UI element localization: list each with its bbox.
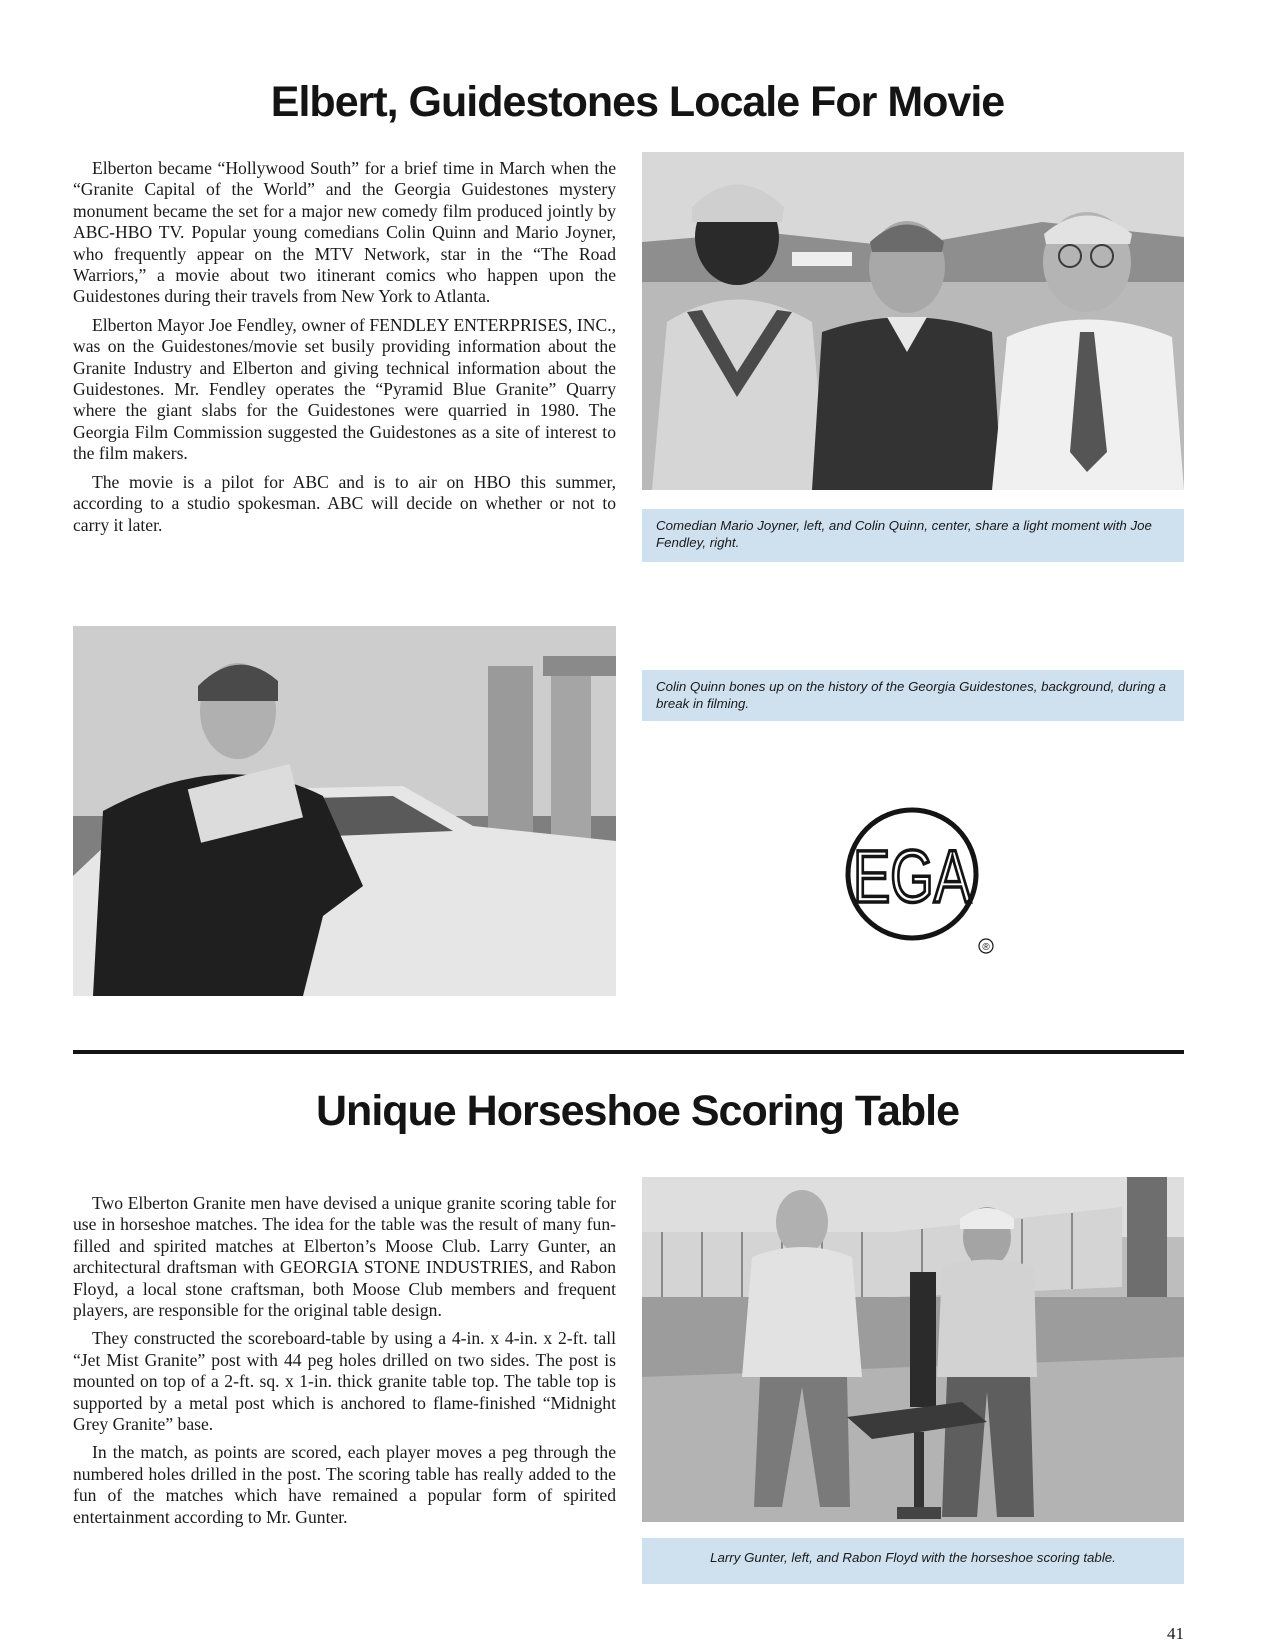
- page-number: 41: [1167, 1624, 1184, 1643]
- article-2-paragraph: They constructed the scoreboard-table by using a 4-in. x 4-in. x 2-ft. tall “Jet Mist Granite” post with 44 peg holes drilled on two sides. The post is mounted on top of a 2-ft. sq. x 1-in. thick granite table top. The table top is supported by a metal post which is anchored to flame-finished “Midnight Grey Granite” base.: [73, 1328, 616, 1435]
- photo-1-caption: Comedian Mario Joyner, left, and Colin Quinn, center, share a light moment with Joe Fendley, right.: [642, 509, 1184, 562]
- article-2-paragraph: In the match, as points are scored, each player moves a peg through the numbered holes drilled in the post. The scoring table has really added to the fun of the matches which have remained a popular form of spirited entertainment according to Mr. Gunter.: [73, 1442, 616, 1527]
- article-1-paragraph: The movie is a pilot for ABC and is to air on HBO this summer, according to a studio spokesman. ABC will decide on whether or not to carry it later.: [73, 471, 616, 535]
- photo-3-caption: Larry Gunter, left, and Rabon Floyd with the horseshoe scoring table.: [642, 1538, 1184, 1584]
- photo-man-reading-at-guidestones: [73, 626, 616, 996]
- ega-logo-text: EGA: [853, 835, 972, 918]
- article-2-title: Unique Horseshoe Scoring Table: [316, 1087, 959, 1135]
- photo-horseshoe-scoring-table: [642, 1177, 1184, 1522]
- article-1-title: Elbert, Guidestones Locale For Movie: [270, 78, 1005, 126]
- article-1-body: [73, 158, 616, 543]
- ega-logo-icon: [840, 806, 1000, 956]
- article-1-paragraph: Elberton Mayor Joe Fendley, owner of FENDLEY ENTERPRISES, INC., was on the Guidestones/movie set busily providing information about the Granite Industry and Elberton and giving technical information about the Guidestones. Mr. Fendley operates the “Pyramid Blue Granite” Quarry where the giant slabs for the Guidestones were quarried in 1980. The Georgia Film Commission suggested the Guidestones as a site of interest to the film makers.: [73, 314, 616, 464]
- article-1-paragraph: Elberton became “Hollywood South” for a brief time in March when the “Granite Capital of the World” and the Georgia Guidestones mystery monument became the set for a major new comedy film produced jointly by ABC-HBO TV. Popular young comedians Colin Quinn and Mario Joyner, who frequently appear on the MTV Network, star in the “The Road Warriors,” a movie about two itinerant comics who happen upon the Guidestones during their travels from New York to Atlanta.: [73, 158, 616, 307]
- article-2-body: [73, 1193, 616, 1535]
- article-2-paragraph: Two Elberton Granite men have devised a unique granite scoring table for use in horseshoe matches. The idea for the table was the result of many fun-filled and spirited matches at Elberton’s Moose Club. Larry Gunter, an architectural draftsman with GEORGIA STONE INDUSTRIES, and Rabon Floyd, a local stone craftsman, both Moose Club members and frequent players, are responsible for the original table design.: [73, 1193, 616, 1321]
- registered-mark: ®: [982, 942, 990, 953]
- photo-three-men-portrait: [642, 152, 1184, 490]
- section-divider: [73, 1050, 1184, 1054]
- photo-2-caption: Colin Quinn bones up on the history of the Georgia Guidestones, background, during a break in filming.: [642, 670, 1184, 721]
